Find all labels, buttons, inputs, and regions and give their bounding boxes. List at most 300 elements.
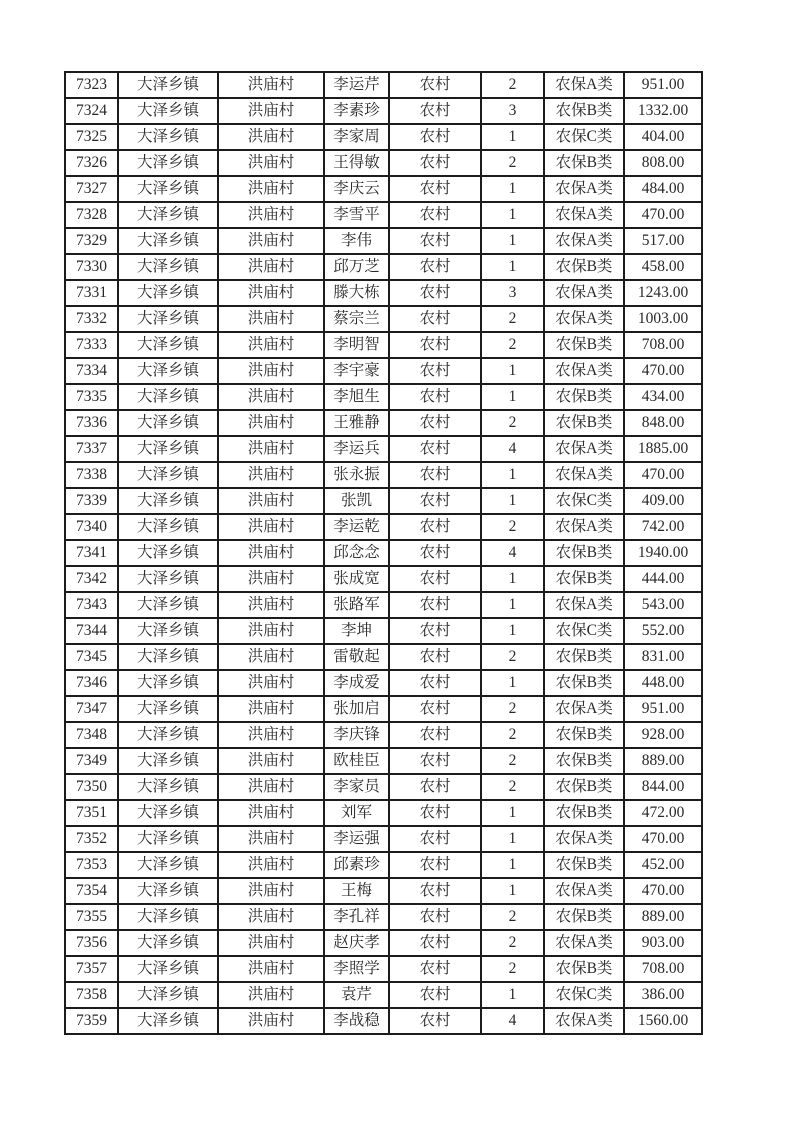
cell-person-name: 刘军 (324, 800, 389, 826)
cell-amount: 708.00 (624, 956, 702, 982)
cell-residence-type: 农村 (389, 670, 481, 696)
cell-residence-type: 农村 (389, 228, 481, 254)
cell-village: 洪庙村 (218, 488, 324, 514)
cell-village: 洪庙村 (218, 462, 324, 488)
cell-amount: 470.00 (624, 826, 702, 852)
cell-insurance-category: 农保A类 (544, 176, 624, 202)
cell-person-name: 袁芹 (324, 982, 389, 1008)
cell-person-count: 2 (481, 696, 544, 722)
cell-serial-number: 7326 (65, 150, 118, 176)
cell-amount: 470.00 (624, 202, 702, 228)
cell-residence-type: 农村 (389, 514, 481, 540)
cell-person-count: 2 (481, 774, 544, 800)
cell-village: 洪庙村 (218, 904, 324, 930)
cell-amount: 889.00 (624, 748, 702, 774)
cell-township: 大泽乡镇 (118, 540, 218, 566)
cell-person-name: 李雪平 (324, 202, 389, 228)
cell-township: 大泽乡镇 (118, 202, 218, 228)
cell-residence-type: 农村 (389, 644, 481, 670)
cell-village: 洪庙村 (218, 72, 324, 98)
cell-person-name: 李宇豪 (324, 358, 389, 384)
cell-serial-number: 7341 (65, 540, 118, 566)
cell-serial-number: 7347 (65, 696, 118, 722)
cell-residence-type: 农村 (389, 124, 481, 150)
cell-amount: 409.00 (624, 488, 702, 514)
cell-amount: 848.00 (624, 410, 702, 436)
cell-serial-number: 7356 (65, 930, 118, 956)
cell-person-count: 2 (481, 930, 544, 956)
cell-person-count: 2 (481, 410, 544, 436)
cell-residence-type: 农村 (389, 748, 481, 774)
cell-person-name: 欧桂臣 (324, 748, 389, 774)
cell-serial-number: 7339 (65, 488, 118, 514)
cell-serial-number: 7343 (65, 592, 118, 618)
cell-insurance-category: 农保B类 (544, 410, 624, 436)
cell-insurance-category: 农保B类 (544, 852, 624, 878)
cell-amount: 951.00 (624, 72, 702, 98)
cell-village: 洪庙村 (218, 306, 324, 332)
cell-person-count: 2 (481, 72, 544, 98)
cell-insurance-category: 农保A类 (544, 228, 624, 254)
cell-insurance-category: 农保B类 (544, 332, 624, 358)
cell-serial-number: 7334 (65, 358, 118, 384)
cell-village: 洪庙村 (218, 436, 324, 462)
cell-person-name: 张路军 (324, 592, 389, 618)
cell-serial-number: 7348 (65, 722, 118, 748)
cell-person-count: 4 (481, 540, 544, 566)
table-row (65, 1008, 702, 1034)
cell-residence-type: 农村 (389, 358, 481, 384)
cell-serial-number: 7336 (65, 410, 118, 436)
cell-village: 洪庙村 (218, 1008, 324, 1034)
table-row (65, 72, 702, 98)
table-row (65, 124, 702, 150)
cell-person-name: 李素珍 (324, 98, 389, 124)
cell-amount: 1885.00 (624, 436, 702, 462)
cell-amount: 458.00 (624, 254, 702, 280)
cell-amount: 484.00 (624, 176, 702, 202)
cell-serial-number: 7338 (65, 462, 118, 488)
cell-person-count: 1 (481, 202, 544, 228)
cell-village: 洪庙村 (218, 280, 324, 306)
table-row (65, 748, 702, 774)
cell-person-name: 李运兵 (324, 436, 389, 462)
cell-person-count: 1 (481, 878, 544, 904)
table-row (65, 254, 702, 280)
cell-village: 洪庙村 (218, 124, 324, 150)
cell-township: 大泽乡镇 (118, 774, 218, 800)
cell-insurance-category: 农保B类 (544, 800, 624, 826)
cell-residence-type: 农村 (389, 1008, 481, 1034)
cell-township: 大泽乡镇 (118, 488, 218, 514)
cell-amount: 742.00 (624, 514, 702, 540)
cell-insurance-category: 农保B类 (544, 722, 624, 748)
table-row (65, 878, 702, 904)
cell-person-count: 1 (481, 124, 544, 150)
cell-township: 大泽乡镇 (118, 410, 218, 436)
cell-residence-type: 农村 (389, 72, 481, 98)
table-row (65, 280, 702, 306)
cell-amount: 1940.00 (624, 540, 702, 566)
cell-person-name: 李战稳 (324, 1008, 389, 1034)
cell-person-name: 邱素珍 (324, 852, 389, 878)
table-row (65, 436, 702, 462)
records-table-body (65, 72, 702, 1034)
table-row (65, 904, 702, 930)
cell-serial-number: 7327 (65, 176, 118, 202)
table-row (65, 150, 702, 176)
cell-village: 洪庙村 (218, 878, 324, 904)
cell-serial-number: 7337 (65, 436, 118, 462)
cell-insurance-category: 农保A类 (544, 72, 624, 98)
cell-residence-type: 农村 (389, 696, 481, 722)
cell-serial-number: 7357 (65, 956, 118, 982)
cell-serial-number: 7332 (65, 306, 118, 332)
cell-residence-type: 农村 (389, 826, 481, 852)
cell-person-name: 李孔祥 (324, 904, 389, 930)
cell-township: 大泽乡镇 (118, 150, 218, 176)
table-row (65, 358, 702, 384)
table-row (65, 228, 702, 254)
cell-person-count: 1 (481, 384, 544, 410)
cell-insurance-category: 农保C类 (544, 618, 624, 644)
cell-serial-number: 7325 (65, 124, 118, 150)
cell-village: 洪庙村 (218, 696, 324, 722)
cell-person-count: 1 (481, 566, 544, 592)
cell-insurance-category: 农保A类 (544, 280, 624, 306)
cell-village: 洪庙村 (218, 228, 324, 254)
cell-township: 大泽乡镇 (118, 826, 218, 852)
cell-village: 洪庙村 (218, 826, 324, 852)
cell-person-count: 2 (481, 722, 544, 748)
cell-serial-number: 7354 (65, 878, 118, 904)
cell-township: 大泽乡镇 (118, 254, 218, 280)
cell-village: 洪庙村 (218, 150, 324, 176)
cell-insurance-category: 农保A类 (544, 514, 624, 540)
cell-insurance-category: 农保A类 (544, 826, 624, 852)
table-row (65, 202, 702, 228)
cell-village: 洪庙村 (218, 644, 324, 670)
cell-township: 大泽乡镇 (118, 956, 218, 982)
cell-insurance-category: 农保A类 (544, 462, 624, 488)
cell-person-name: 张凯 (324, 488, 389, 514)
cell-person-name: 邱念念 (324, 540, 389, 566)
cell-township: 大泽乡镇 (118, 904, 218, 930)
cell-person-name: 李旭生 (324, 384, 389, 410)
table-row (65, 826, 702, 852)
cell-insurance-category: 农保A类 (544, 930, 624, 956)
cell-person-name: 李庆锋 (324, 722, 389, 748)
cell-residence-type: 农村 (389, 722, 481, 748)
cell-residence-type: 农村 (389, 930, 481, 956)
table-row (65, 176, 702, 202)
cell-village: 洪庙村 (218, 254, 324, 280)
cell-residence-type: 农村 (389, 280, 481, 306)
cell-village: 洪庙村 (218, 176, 324, 202)
cell-insurance-category: 农保B类 (544, 98, 624, 124)
cell-amount: 552.00 (624, 618, 702, 644)
cell-person-name: 张成宽 (324, 566, 389, 592)
cell-township: 大泽乡镇 (118, 98, 218, 124)
cell-insurance-category: 农保B类 (544, 540, 624, 566)
cell-amount: 452.00 (624, 852, 702, 878)
cell-village: 洪庙村 (218, 930, 324, 956)
cell-person-name: 李运乾 (324, 514, 389, 540)
cell-residence-type: 农村 (389, 982, 481, 1008)
cell-person-count: 1 (481, 592, 544, 618)
cell-village: 洪庙村 (218, 748, 324, 774)
cell-person-count: 1 (481, 670, 544, 696)
cell-township: 大泽乡镇 (118, 592, 218, 618)
cell-person-name: 邱万芝 (324, 254, 389, 280)
table-row (65, 852, 702, 878)
cell-residence-type: 农村 (389, 410, 481, 436)
cell-township: 大泽乡镇 (118, 722, 218, 748)
cell-person-count: 2 (481, 904, 544, 930)
cell-amount: 470.00 (624, 358, 702, 384)
cell-amount: 708.00 (624, 332, 702, 358)
cell-person-name: 李运芹 (324, 72, 389, 98)
cell-person-count: 1 (481, 800, 544, 826)
cell-township: 大泽乡镇 (118, 800, 218, 826)
cell-village: 洪庙村 (218, 956, 324, 982)
cell-village: 洪庙村 (218, 358, 324, 384)
table-row (65, 306, 702, 332)
cell-person-name: 王雅静 (324, 410, 389, 436)
cell-township: 大泽乡镇 (118, 358, 218, 384)
cell-serial-number: 7340 (65, 514, 118, 540)
cell-residence-type: 农村 (389, 202, 481, 228)
cell-residence-type: 农村 (389, 540, 481, 566)
cell-person-count: 1 (481, 618, 544, 644)
cell-insurance-category: 农保A类 (544, 358, 624, 384)
cell-township: 大泽乡镇 (118, 462, 218, 488)
table-row (65, 462, 702, 488)
cell-person-count: 2 (481, 514, 544, 540)
table-row (65, 982, 702, 1008)
cell-township: 大泽乡镇 (118, 852, 218, 878)
cell-amount: 470.00 (624, 462, 702, 488)
table-row (65, 488, 702, 514)
cell-residence-type: 农村 (389, 852, 481, 878)
cell-township: 大泽乡镇 (118, 566, 218, 592)
cell-serial-number: 7351 (65, 800, 118, 826)
cell-person-name: 李明智 (324, 332, 389, 358)
cell-amount: 404.00 (624, 124, 702, 150)
cell-person-name: 李庆云 (324, 176, 389, 202)
table-row (65, 800, 702, 826)
cell-residence-type: 农村 (389, 592, 481, 618)
cell-serial-number: 7353 (65, 852, 118, 878)
cell-person-count: 2 (481, 332, 544, 358)
cell-person-count: 2 (481, 150, 544, 176)
cell-serial-number: 7358 (65, 982, 118, 1008)
cell-insurance-category: 农保B类 (544, 644, 624, 670)
cell-township: 大泽乡镇 (118, 384, 218, 410)
cell-insurance-category: 农保B类 (544, 748, 624, 774)
cell-serial-number: 7346 (65, 670, 118, 696)
cell-serial-number: 7345 (65, 644, 118, 670)
cell-person-count: 1 (481, 852, 544, 878)
cell-insurance-category: 农保B类 (544, 384, 624, 410)
cell-residence-type: 农村 (389, 774, 481, 800)
cell-person-count: 1 (481, 462, 544, 488)
cell-person-name: 王得敏 (324, 150, 389, 176)
cell-insurance-category: 农保A类 (544, 696, 624, 722)
cell-person-name: 张永振 (324, 462, 389, 488)
cell-person-count: 1 (481, 254, 544, 280)
cell-insurance-category: 农保A类 (544, 592, 624, 618)
cell-amount: 1243.00 (624, 280, 702, 306)
cell-township: 大泽乡镇 (118, 436, 218, 462)
cell-person-count: 1 (481, 358, 544, 384)
cell-township: 大泽乡镇 (118, 72, 218, 98)
cell-insurance-category: 农保C类 (544, 124, 624, 150)
table-row (65, 696, 702, 722)
cell-serial-number: 7355 (65, 904, 118, 930)
cell-amount: 1332.00 (624, 98, 702, 124)
cell-amount: 470.00 (624, 878, 702, 904)
cell-township: 大泽乡镇 (118, 748, 218, 774)
table-row (65, 514, 702, 540)
cell-village: 洪庙村 (218, 98, 324, 124)
table-row (65, 98, 702, 124)
cell-residence-type: 农村 (389, 878, 481, 904)
cell-person-name: 赵庆孝 (324, 930, 389, 956)
cell-serial-number: 7335 (65, 384, 118, 410)
cell-person-name: 雷敬起 (324, 644, 389, 670)
cell-amount: 951.00 (624, 696, 702, 722)
cell-amount: 472.00 (624, 800, 702, 826)
cell-person-count: 1 (481, 982, 544, 1008)
cell-person-count: 2 (481, 748, 544, 774)
cell-insurance-category: 农保B类 (544, 566, 624, 592)
cell-serial-number: 7344 (65, 618, 118, 644)
cell-serial-number: 7329 (65, 228, 118, 254)
cell-serial-number: 7350 (65, 774, 118, 800)
cell-residence-type: 农村 (389, 332, 481, 358)
cell-amount: 1003.00 (624, 306, 702, 332)
cell-residence-type: 农村 (389, 254, 481, 280)
cell-amount: 928.00 (624, 722, 702, 748)
cell-serial-number: 7328 (65, 202, 118, 228)
cell-amount: 844.00 (624, 774, 702, 800)
cell-amount: 889.00 (624, 904, 702, 930)
cell-residence-type: 农村 (389, 904, 481, 930)
cell-serial-number: 7330 (65, 254, 118, 280)
cell-village: 洪庙村 (218, 618, 324, 644)
cell-residence-type: 农村 (389, 150, 481, 176)
cell-township: 大泽乡镇 (118, 124, 218, 150)
cell-residence-type: 农村 (389, 800, 481, 826)
table-row (65, 566, 702, 592)
cell-amount: 517.00 (624, 228, 702, 254)
cell-serial-number: 7331 (65, 280, 118, 306)
cell-amount: 831.00 (624, 644, 702, 670)
cell-insurance-category: 农保A类 (544, 1008, 624, 1034)
cell-person-count: 1 (481, 826, 544, 852)
cell-person-name: 李成爱 (324, 670, 389, 696)
cell-township: 大泽乡镇 (118, 670, 218, 696)
cell-serial-number: 7359 (65, 1008, 118, 1034)
cell-township: 大泽乡镇 (118, 306, 218, 332)
cell-person-count: 1 (481, 228, 544, 254)
cell-amount: 903.00 (624, 930, 702, 956)
cell-insurance-category: 农保B类 (544, 254, 624, 280)
cell-insurance-category: 农保A类 (544, 202, 624, 228)
cell-village: 洪庙村 (218, 332, 324, 358)
cell-person-name: 李运强 (324, 826, 389, 852)
cell-township: 大泽乡镇 (118, 982, 218, 1008)
cell-residence-type: 农村 (389, 384, 481, 410)
cell-amount: 448.00 (624, 670, 702, 696)
cell-amount: 543.00 (624, 592, 702, 618)
cell-person-name: 张加启 (324, 696, 389, 722)
cell-village: 洪庙村 (218, 982, 324, 1008)
cell-village: 洪庙村 (218, 800, 324, 826)
cell-township: 大泽乡镇 (118, 280, 218, 306)
cell-township: 大泽乡镇 (118, 176, 218, 202)
cell-residence-type: 农村 (389, 956, 481, 982)
cell-insurance-category: 农保B类 (544, 670, 624, 696)
cell-serial-number: 7333 (65, 332, 118, 358)
table-row (65, 618, 702, 644)
cell-amount: 386.00 (624, 982, 702, 1008)
cell-township: 大泽乡镇 (118, 332, 218, 358)
cell-amount: 1560.00 (624, 1008, 702, 1034)
cell-insurance-category: 农保A类 (544, 436, 624, 462)
cell-person-count: 1 (481, 488, 544, 514)
cell-township: 大泽乡镇 (118, 618, 218, 644)
table-row (65, 592, 702, 618)
cell-person-count: 1 (481, 176, 544, 202)
table-row (65, 332, 702, 358)
cell-amount: 808.00 (624, 150, 702, 176)
cell-person-count: 2 (481, 644, 544, 670)
cell-person-name: 李家周 (324, 124, 389, 150)
cell-serial-number: 7352 (65, 826, 118, 852)
cell-insurance-category: 农保A类 (544, 878, 624, 904)
cell-person-name: 李家员 (324, 774, 389, 800)
cell-residence-type: 农村 (389, 618, 481, 644)
cell-insurance-category: 农保C类 (544, 488, 624, 514)
table-row (65, 644, 702, 670)
cell-insurance-category: 农保B类 (544, 150, 624, 176)
cell-amount: 444.00 (624, 566, 702, 592)
cell-person-name: 李照学 (324, 956, 389, 982)
cell-village: 洪庙村 (218, 852, 324, 878)
cell-person-count: 2 (481, 306, 544, 332)
cell-person-name: 滕大栋 (324, 280, 389, 306)
cell-village: 洪庙村 (218, 670, 324, 696)
cell-residence-type: 农村 (389, 436, 481, 462)
cell-village: 洪庙村 (218, 202, 324, 228)
cell-residence-type: 农村 (389, 566, 481, 592)
cell-person-count: 2 (481, 956, 544, 982)
cell-township: 大泽乡镇 (118, 930, 218, 956)
cell-person-count: 3 (481, 280, 544, 306)
cell-township: 大泽乡镇 (118, 1008, 218, 1034)
cell-serial-number: 7324 (65, 98, 118, 124)
table-row (65, 670, 702, 696)
cell-village: 洪庙村 (218, 410, 324, 436)
cell-person-name: 蔡宗兰 (324, 306, 389, 332)
cell-person-name: 李坤 (324, 618, 389, 644)
cell-residence-type: 农村 (389, 176, 481, 202)
cell-village: 洪庙村 (218, 540, 324, 566)
cell-township: 大泽乡镇 (118, 514, 218, 540)
cell-person-name: 李伟 (324, 228, 389, 254)
